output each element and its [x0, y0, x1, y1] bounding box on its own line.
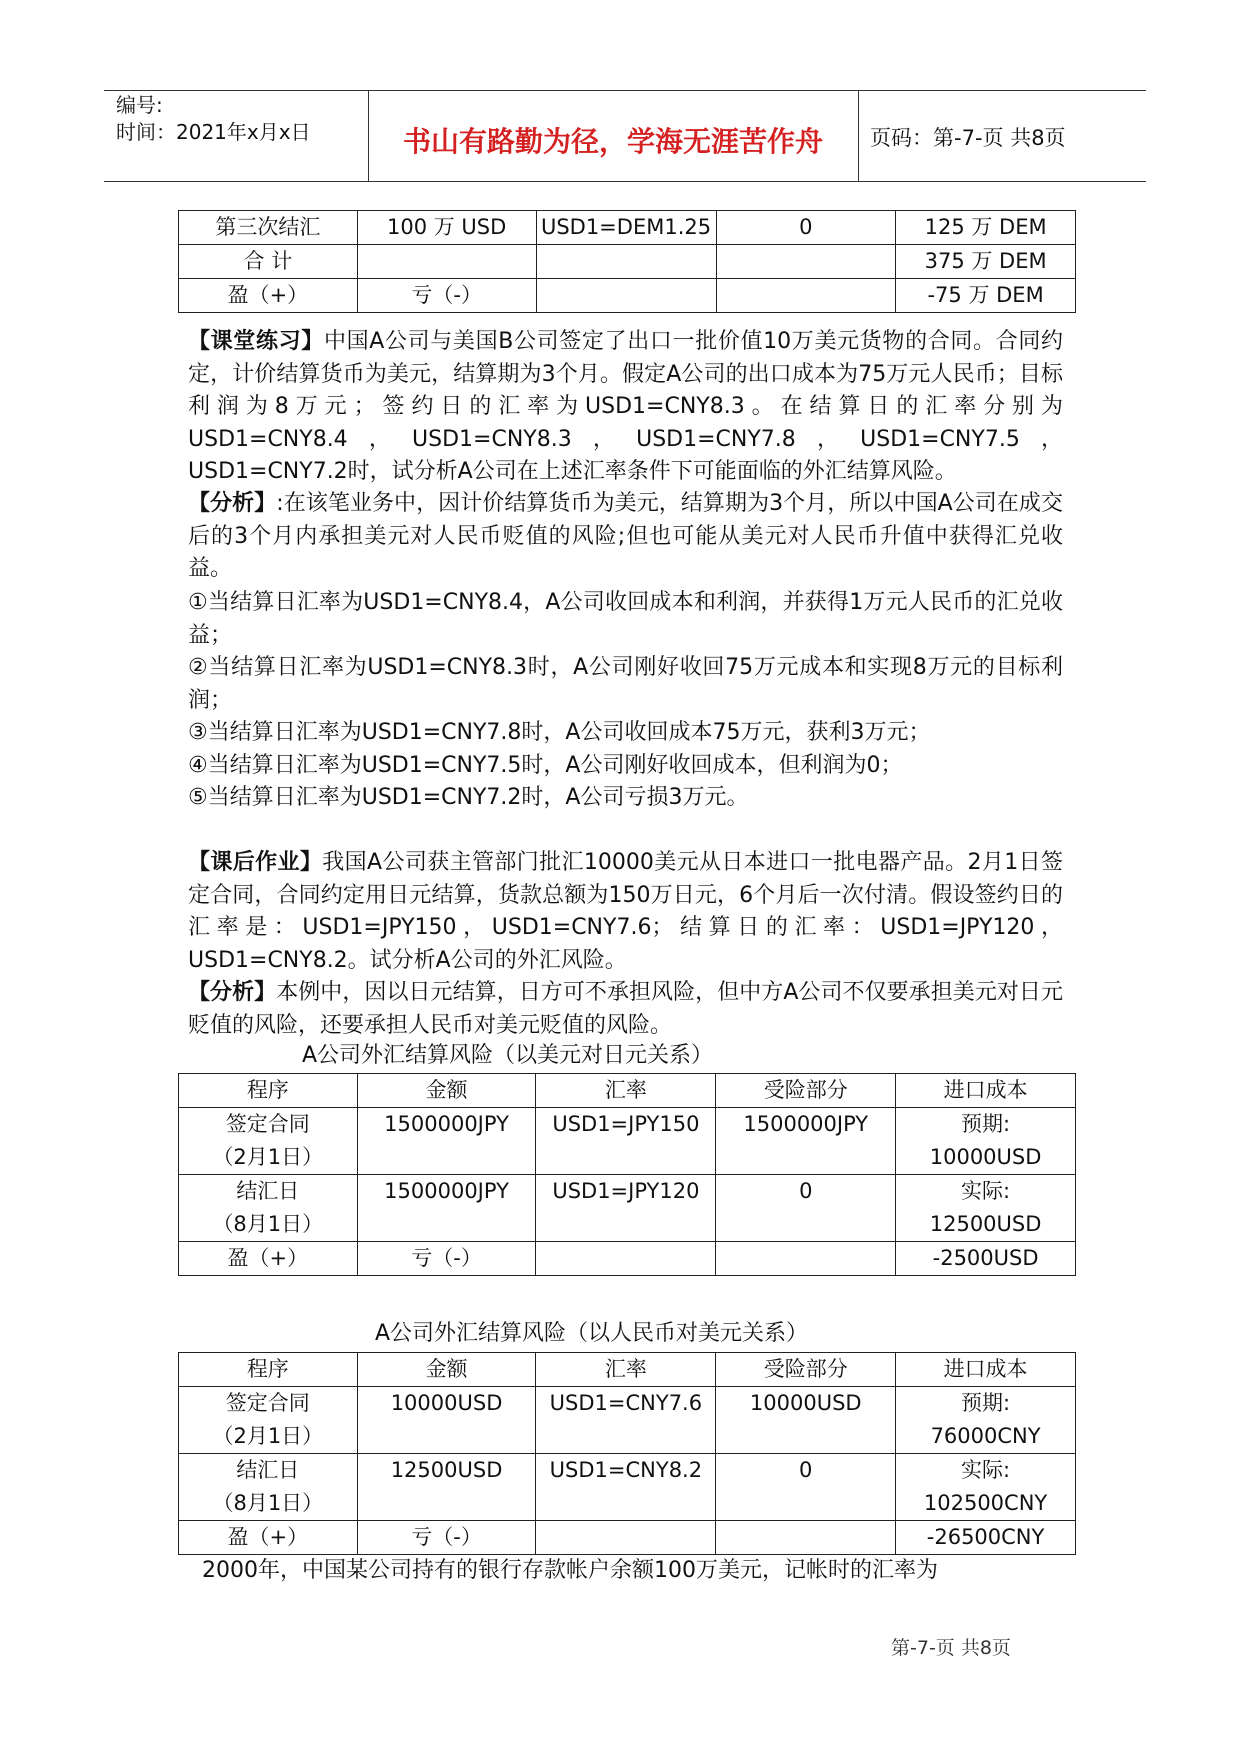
table-cell	[179, 1242, 358, 1276]
table-cell	[357, 1521, 536, 1555]
table-cell	[896, 1242, 1076, 1276]
column-header-label: 汇率	[604, 1078, 647, 1102]
header-top-rule	[104, 90, 1146, 91]
table-cell: 第三次结汇	[179, 211, 358, 245]
table-cell: 125 万 DEM	[896, 211, 1076, 245]
table-cell: -75 万 DEM	[896, 279, 1076, 313]
table-cell	[357, 1454, 536, 1521]
column-header	[179, 1353, 358, 1387]
case-item: ④当结算日汇率为USD1=CNY7.5时，A公司刚好收回成本，但利润为0；	[188, 752, 903, 778]
table-caption: A公司外汇结算风险（以美元对日元关系）	[302, 1043, 714, 1068]
cell-line: USD1=JPY150	[552, 1112, 700, 1136]
cell-line: 102500CNY	[923, 1491, 1048, 1515]
case-item: ①当结算日汇率为USD1=CNY8.4，A公司收回成本和利润，并获得1万元人民币的汇兑收益；	[188, 590, 1063, 648]
table-cell	[536, 245, 716, 279]
cell-line: USD1=JPY120	[552, 1179, 700, 1203]
table-cell	[357, 1387, 536, 1454]
cell-line: -26500CNY	[926, 1525, 1045, 1549]
table-header-row	[179, 1074, 1076, 1108]
column-header	[896, 1074, 1076, 1108]
table-row	[179, 1242, 1076, 1276]
jpy-risk-table	[178, 1073, 1076, 1276]
exercise-label: 【课堂练习】	[188, 329, 324, 354]
cell-line: 盈（+）	[227, 1525, 309, 1549]
column-header-label: 受险部分	[763, 1078, 848, 1102]
table-cell	[357, 1108, 536, 1175]
cell-line: 0	[799, 1458, 813, 1482]
case-item: ⑤当结算日汇率为USD1=CNY7.2时，A公司亏损3万元。	[188, 785, 749, 810]
cell-line: 1500000JPY	[384, 1179, 509, 1203]
table-cell	[179, 1454, 358, 1521]
homework-label: 【课后作业】	[188, 850, 323, 875]
analysis-label: 【分析】	[188, 491, 277, 516]
table-cell	[896, 1108, 1076, 1175]
table-cell: 375 万 DEM	[896, 245, 1076, 279]
table-cell	[716, 1175, 896, 1242]
table-cell	[536, 1521, 716, 1555]
exercise-paragraph	[188, 326, 1063, 489]
cell-line: 12500USD	[929, 1212, 1042, 1236]
case-item: ②当结算日汇率为USD1=CNY8.3时，A公司刚好收回75万元成本和实现8万元的目标利润；	[188, 655, 1063, 713]
table-cell: 100 万 USD	[357, 211, 536, 245]
cell-line: 76000CNY	[930, 1424, 1041, 1448]
cell-line: （8月1日）	[212, 1491, 324, 1515]
column-header	[536, 1353, 716, 1387]
table-header-row	[179, 1353, 1076, 1387]
serial-label: 编号:	[116, 93, 163, 117]
cell-line: -2500USD	[932, 1246, 1039, 1270]
table-cell	[716, 1242, 896, 1276]
cell-line: 10000USD	[749, 1391, 862, 1415]
cell-line: 亏（-）	[411, 1246, 482, 1270]
table-cell	[716, 1521, 896, 1555]
column-header	[716, 1353, 896, 1387]
cell-line: 10000USD	[390, 1391, 503, 1415]
analysis2-paragraph	[188, 977, 1063, 1042]
table-row	[179, 1454, 1076, 1521]
table-row	[179, 1387, 1076, 1454]
header-bottom-rule	[104, 181, 1146, 182]
table-cell	[536, 1454, 716, 1521]
cell-line: 实际:	[961, 1179, 1011, 1203]
table-cell	[536, 1175, 716, 1242]
cell-line: （8月1日）	[212, 1212, 324, 1236]
table-cell: USD1=DEM1.25	[536, 211, 716, 245]
cell-line: 亏（-）	[411, 1525, 482, 1549]
cell-line: 1500000JPY	[743, 1112, 869, 1136]
analysis-paragraph	[188, 488, 1063, 586]
header-motto: 书山有路勤为径，学海无涯苦作舟	[402, 125, 823, 158]
homework-paragraph	[188, 847, 1063, 977]
table-row	[179, 211, 1076, 245]
cell-line: 预期:	[961, 1391, 1011, 1415]
analysis2-text: 本例中，因以日元结算，日方可不承担风险，但中方A公司不仅要承担美元对日元贬值的风险，还要承担人民币对美元贬值的风险。	[188, 980, 1063, 1038]
table-cell: 合 计	[179, 245, 358, 279]
cell-line: （2月1日）	[212, 1424, 324, 1448]
cell-line: 签定合同	[225, 1112, 310, 1136]
table-caption: A公司外汇结算风险（以人民币对美元关系）	[375, 1321, 809, 1346]
cell-line: 1500000JPY	[384, 1112, 509, 1136]
table-cell	[716, 1108, 896, 1175]
table-cell: 0	[716, 211, 896, 245]
settlement-table-continued	[178, 210, 1076, 313]
table-cell	[896, 1387, 1076, 1454]
table-cell	[896, 1175, 1076, 1242]
table-row	[179, 1175, 1076, 1242]
table-cell	[357, 1242, 536, 1276]
column-header-label: 金额	[425, 1357, 468, 1381]
column-header-label: 受险部分	[763, 1357, 848, 1381]
column-header-label: 汇率	[604, 1357, 647, 1381]
table-row	[179, 279, 1076, 313]
table-cell	[716, 1454, 896, 1521]
column-header	[357, 1353, 536, 1387]
table-cell	[536, 1387, 716, 1454]
cell-line: （2月1日）	[212, 1145, 324, 1169]
cell-line: 实际:	[961, 1458, 1011, 1482]
table-row	[179, 1108, 1076, 1175]
table-cell	[179, 1108, 358, 1175]
table-cell	[896, 1454, 1076, 1521]
column-header	[179, 1074, 358, 1108]
table-row	[179, 245, 1076, 279]
time-label: 时间：2021年x月x日	[116, 120, 311, 144]
column-header-label: 金额	[425, 1078, 468, 1102]
table-row	[179, 1521, 1076, 1555]
header-page-label: 页码：第-7-页 共8页	[870, 126, 1066, 150]
exercise-text: 中国A公司与美国B公司签定了出口一批价值10万美元货物的合同。合同约定，计价结算货币为美元，结算期为3个月。假定A公司的出口成本为75万元人民币；目标利润为8万元；签约日的汇率为USD1=CNY8.3。在结算日的汇率分别为USD1=CNY8.4，USD1=CNY8.3，USD1=CNY7.8，USD1=CNY7.5，USD1=CNY7.2时，试分析A公司在上述汇率条件下可能面临的外汇结算风险。	[188, 329, 1063, 484]
table-cell: 盈（+）	[179, 279, 358, 313]
table-cell	[536, 1108, 716, 1175]
cell-line: 结汇日	[236, 1179, 300, 1203]
page-header	[104, 90, 1146, 182]
column-header	[357, 1074, 536, 1108]
table-cell	[179, 1521, 358, 1555]
cell-line: 预期:	[961, 1112, 1011, 1136]
cell-line: USD1=CNY8.2	[549, 1458, 703, 1482]
closing-paragraph: 2000年，中国某公司持有的银行存款帐户余额100万美元，记帐时的汇率为	[202, 1558, 938, 1583]
cny-risk-table	[178, 1352, 1076, 1555]
table-cell	[716, 1387, 896, 1454]
header-divider	[858, 90, 859, 182]
table-cell	[357, 1175, 536, 1242]
column-header-label: 进口成本	[943, 1357, 1028, 1381]
table-cell	[536, 279, 716, 313]
table-cell	[179, 1175, 358, 1242]
cell-line: 10000USD	[929, 1145, 1042, 1169]
cell-line: 签定合同	[225, 1391, 310, 1415]
table-cell	[536, 1242, 716, 1276]
column-header	[716, 1074, 896, 1108]
column-header	[536, 1074, 716, 1108]
case-item: ③当结算日汇率为USD1=CNY7.8时，A公司收回成本75万元，获利3万元；	[188, 720, 931, 745]
analysis-text: :在该笔业务中，因计价结算货币为美元，结算期为3个月，所以中国A公司在成交后的3个月内承担美元对人民币贬值的风险;但也可能从美元对人民币升值中获得汇兑收益。	[188, 491, 1063, 581]
page-footer: 第-7-页 共8页	[891, 1637, 1011, 1659]
analysis2-label: 【分析】	[188, 980, 277, 1005]
table-cell: 亏（-）	[357, 279, 536, 313]
table-cell	[716, 279, 896, 313]
table-cell	[896, 1521, 1076, 1555]
table-cell	[716, 245, 896, 279]
column-header-label: 进口成本	[943, 1078, 1028, 1102]
cell-line: 0	[799, 1179, 813, 1203]
table-cell	[357, 245, 536, 279]
table-cell	[179, 1387, 358, 1454]
column-header	[896, 1353, 1076, 1387]
column-header-label: 程序	[246, 1357, 289, 1381]
column-header-label: 程序	[246, 1078, 289, 1102]
cell-line: 盈（+）	[227, 1246, 309, 1270]
case-list	[188, 587, 1063, 815]
cell-line: 结汇日	[236, 1458, 300, 1482]
cell-line: 12500USD	[390, 1458, 503, 1482]
header-meta	[116, 92, 311, 146]
homework-text: 我国A公司获主管部门批汇10000美元从日本进口一批电器产品。2月1日签定合同，合同约定用日元结算，货款总额为150万日元，6个月后一次付清。假设签约日的汇率是：USD1=JPY150，USD1=CNY7.6；结算日的汇率：USD1=JPY120，USD1=CNY8.2。试分析A公司的外汇风险。	[188, 850, 1063, 973]
cell-line: USD1=CNY7.6	[549, 1391, 703, 1415]
